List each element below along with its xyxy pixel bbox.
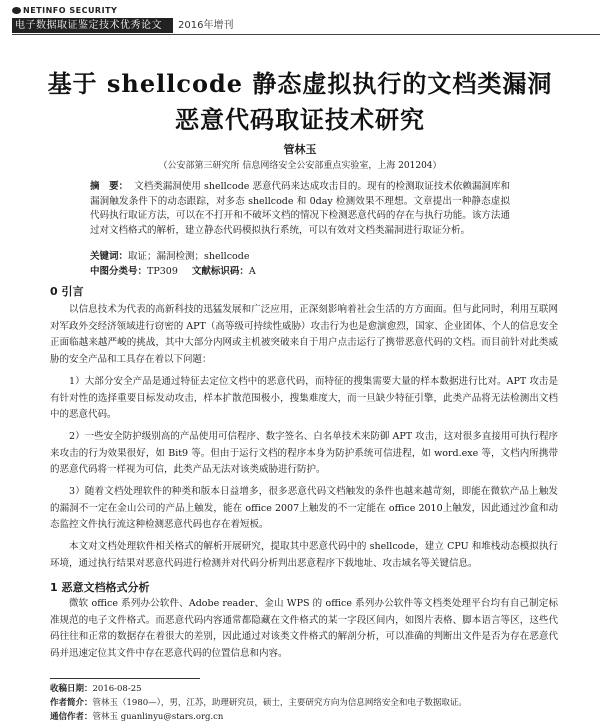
section-heading-1: 1 恶意文档格式分析 — [50, 581, 150, 594]
classification-line — [90, 263, 510, 277]
footnote-divider — [50, 678, 200, 679]
journal-logo: NETINFO SECURITY — [12, 6, 117, 15]
paragraph: 以信息技术为代表的高新科技的迅猛发展和广泛应用，正深刻影响着社会生活的方方面面。但与此同时，利用互联网对军政外交经济领域进行窃密的 APT（高等级可持续性威胁）攻击行为也是愈演愈烈，国家、企业团体、个人的信息安全正面临越来越严峻的挑战，其中大部分内网或主机被突破来自于用户点击运行了携带恶意代码的文档。而目前针对此类威胁的安全产品和工具存在着以下问题： — [50, 304, 558, 365]
header-divider — [12, 34, 600, 35]
affiliation: （公安部第三研究所 信息网络安全公安部重点实验室，上海 201204） — [158, 161, 442, 171]
footnote-contact — [50, 711, 570, 724]
paragraph: 3）随着文档处理软件的种类和版本日益增多，很多恶意代码文档触发的条件也越来越苛刻，即能在微软产品上触发的漏洞不一定在金山公司的产品上触发，能在 office 2007上触发的不一定能在 office 2010上触发，因此通过沙盒和动态监控文件执行流这种检测恶意代码也存在着短板。 — [50, 486, 558, 531]
paragraph: 2）一些安全防护级别高的产品使用可信程序、数字签名、白名单技术来防御 APT 攻击，这对很多直接用可执行程序来攻击的行为效果很好，如 Bit9 等。但由于运行文档的程序本身为防护系统可信进程，如 word.exe 等，文档内所携带的恶意代码将一样视为可信，此类产品无法对该类威胁进行防护。 — [50, 431, 558, 476]
paragraph: 微软 office 系列办公软件、Adobe reader、金山 WPS 的 office 系列办公软件等文档类处理平台均有自己制定标准规范的电子文件格式。而恶意代码内容通常都隐藏在文件格式的某一字段区间内，如图片表格、脚本语言等区，这些代码往往和正常的数据存在着很大的差别，因此通过对该类文件格式的解剖分析，可以准确的判断出文件是否为存在恶意代码并迅速定位其文件中存在恶意代码的位置信息和内容。 — [50, 598, 558, 659]
journal-masthead — [12, 4, 312, 38]
abstract — [90, 180, 510, 238]
doc-code-value: A — [248, 266, 256, 277]
paper-title-line-1: 基于 shellcode 静态虚拟执行的文档类漏洞 — [47, 69, 553, 98]
paper-title-line-2: 恶意代码取证技术研究 — [175, 105, 425, 134]
journal-logo-icon — [12, 7, 21, 14]
footnote-received — [50, 683, 570, 696]
bio-label: 作者简介： — [50, 698, 93, 708]
column-label: 电子数据取证鉴定技术优秀论文 — [12, 18, 173, 33]
bio-value: 管林玉（1980—），男，江苏，助理研究员，硕士，主要研究方向为信息网络安全和电子数据取证。 — [92, 698, 467, 708]
abstract-text: 文档类漏洞使用 shellcode 恶意代码来达成攻击目的。现有的检测取证技术依赖漏洞库和漏洞触发条件下的动态跟踪，对多态 shellcode 和 0day 检测效果不理想。文章提出一种静态虚拟代码执行取证方法，可以在不打开和不破坏文档的情况下检测恶意代码的存在与执行功能。该方法通过对文档格式的解析，建立静态代码模拟执行系统，可以有效对文档类漏洞进行取证分析。 — [90, 181, 510, 236]
section-heading-intro: 0 引言 — [50, 285, 84, 298]
clc-value: TP309 — [147, 266, 178, 277]
keywords-label: 关键词： — [90, 251, 129, 262]
issue-label: 2016年增刊 — [178, 20, 234, 31]
clc-label: 中图分类号： — [90, 266, 148, 277]
abstract-label: 摘 要： — [90, 181, 129, 192]
received-value: 2016-08-25 — [92, 684, 142, 694]
keywords — [90, 248, 510, 262]
received-label: 收稿日期： — [50, 684, 93, 694]
author: 管林玉 — [283, 143, 317, 156]
paragraph: 本文对文档处理软件相关格式的解析开展研究，提取其中恶意代码中的 shellcode，建立 CPU 和堆栈动态模拟执行环境，通过执行结果对恶意代码进行检测并对代码分析判出恶意程序下载地址、攻击域名等关键信息。 — [50, 541, 558, 569]
doc-code-label: 文献标识码： — [191, 266, 249, 277]
keywords-text: 取证；漏洞检测；shellcode — [128, 251, 250, 262]
paragraph: 1）大部分安全产品是通过特征去定位文档中的恶意代码，而特征的搜集需要大量的样本数据进行比对。APT 攻击是有针对性的选择重要目标发动攻击，样本扩散范围极小，搜集难度大，而一旦缺少特征引擎，此类产品将无法检测出文档中的恶意代码。 — [50, 376, 558, 421]
footnote-author-bio — [50, 697, 570, 710]
contact-value: 管林玉 guanlinyu@stars.org.cn — [92, 712, 224, 722]
contact-label: 通信作者： — [50, 712, 93, 722]
